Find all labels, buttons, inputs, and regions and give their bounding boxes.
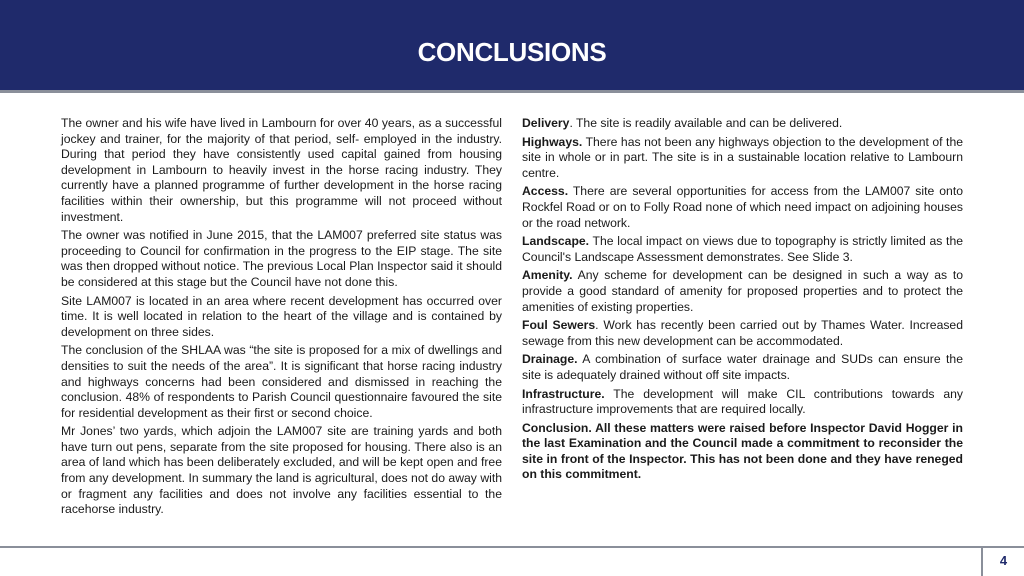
left-paragraph: The conclusion of the SHLAA was “the site is proposed for a mix of dwellings and densities to suit the needs of the area”. It is significant that horse racing industry and highways concerns had been considered and dismissed in reaching the conclusion. 48% of respondents to Parish Council questionnaire favoured the site for residential development as their first or second choice. <box>61 343 502 420</box>
right-item-highways <box>522 135 963 182</box>
item-label: Landscape. <box>522 234 590 249</box>
page-number: 4 <box>999 553 1008 568</box>
item-label: Delivery <box>522 116 570 130</box>
right-item-infrastructure <box>522 387 963 418</box>
footer-divider <box>0 546 1024 548</box>
item-text: The development will make CIL contributions towards any infrastructure improvements that are required locally. <box>522 386 963 417</box>
item-text: A combination of surface water drainage and SUDs can ensure the site is adequately drained without off site impacts. <box>522 352 963 382</box>
item-label: Access. <box>522 184 569 199</box>
item-label: Foul Sewers <box>522 318 596 333</box>
item-text: Any scheme for development can be designed in such a way as to provide a good standard of amenity for proposed properties and to protect the amenities of existing properties. <box>522 268 963 314</box>
item-text: . The site is readily available and can be delivered. <box>569 116 843 130</box>
right-item-delivery <box>522 116 963 132</box>
item-label: Drainage. <box>522 352 578 367</box>
page-title: CONCLUSIONS <box>417 37 607 67</box>
left-paragraph: Mr Jones’ two yards, which adjoin the LAM007 site are training yards and both have turn out pens, separate from the site proposed for housing. There also is an area of land which has been deliberately excluded, and will be kept open and free from any development. In summary the land is agricultural, does not do away with or fragment any facilities and does not involve any facilities essential to the racehorse industry. <box>61 424 502 517</box>
left-paragraph: Site LAM007 is located in an area where recent development has occurred over time. It is well located in relation to the heart of the village and is contained by development on three sides. <box>61 293 502 339</box>
item-label: Highways. <box>522 134 583 149</box>
item-text: There has not been any highways objection to the development of the site in whole or in part. The site is in a sustainable location relative to Lambourn centre. <box>522 134 963 180</box>
right-item-conclusion <box>522 421 963 483</box>
title-banner <box>0 0 1024 93</box>
right-item-foul-sewers <box>522 318 963 349</box>
item-text: The local impact on views due to topography is strictly limited as the Council's Landscape Assessment demonstrates. See Slide 3. <box>522 234 963 264</box>
item-label: Amenity. <box>522 268 573 283</box>
left-paragraph: The owner and his wife have lived in Lambourn for over 40 years, as a successful jockey and trainer, for the majority of that period, self- employed in the industry. During that period they have consistently used capital gained from housing development in Lambourn to heavily invest in the horse racing industry. They currently have a planned programme of further development in the horse racing facilities within their ownership, but this programme will not proceed without investment. <box>61 116 502 224</box>
right-column <box>522 116 963 486</box>
item-text: There are several opportunities for access from the LAM007 site onto Rockfel Road or on to Folly Road none of which need impact on adjoining houses or the road network. <box>522 184 963 230</box>
page-number-box <box>981 546 1024 576</box>
left-column <box>61 116 502 521</box>
item-text: . Work has recently been carried out by Thames Water. Increased sewage from this new development can be accommodated. <box>522 318 963 348</box>
item-label: Infrastructure. <box>522 386 605 401</box>
right-item-amenity <box>522 268 963 315</box>
right-item-landscape <box>522 234 963 265</box>
item-label: Conclusion. All these matters were raised before Inspector David Hogger in the last Examination and the Council made a commitment to reconsider the site in front of the Inspector. This has not been done and they have reneged on this commitment. <box>522 420 963 482</box>
right-item-access <box>522 184 963 231</box>
right-item-drainage <box>522 352 963 383</box>
left-paragraph: The owner was notified in June 2015, that the LAM007 preferred site status was proceeding to Council for confirmation in the progress to the EIP stage. The site was then dropped without notice. The previous Local Plan Inspector said it should be considered at this stage but the Council have not done this. <box>61 228 502 289</box>
